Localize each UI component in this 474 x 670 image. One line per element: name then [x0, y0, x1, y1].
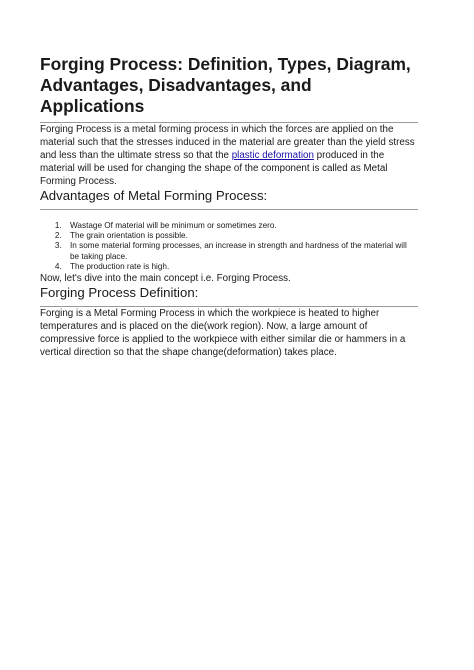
list-item: 4. The production rate is high. — [64, 262, 418, 272]
document-content — [40, 54, 418, 359]
advantages-list — [40, 221, 418, 272]
list-item: 1. Wastage Of material will be minimum or sometimes zero. — [64, 221, 418, 231]
document-title: Forging Process: Definition, Types, Diagram, Advantages, Disadvantages, and Applications — [40, 54, 411, 116]
advantages-heading: Advantages of Metal Forming Process: — [40, 188, 268, 203]
definition-paragraph: Forging is a Metal Forming Process in which the workpiece is heated to higher temperatures and is placed on the die(work region). Now, a large amount of compressive force is applied to the workpiece with either similar die or hammers in a vertical direction so that the shape change(deformation) takes place. — [40, 308, 406, 359]
list-item: 3. In some material forming processes, an increase in strength and hardness of the material will be taking place. — [64, 241, 418, 261]
definition-heading: Forging Process Definition: — [40, 285, 199, 301]
plastic-deformation-link[interactable]: plastic deformation — [231, 150, 314, 161]
list-item: 2. The grain orientation is possible. — [64, 231, 418, 241]
advantages-divider — [40, 209, 418, 210]
intro-text-before: Forging Process is a metal forming process in which the forces are applied on the material such that the stresses induced in the material are greater than the yield stress and less than the ultimate stress so that the — [40, 124, 415, 161]
intro-paragraph — [40, 123, 418, 188]
intro-text-after: produced in the material will be used for changing the shape of the component is called as Metal Forming Process. — [40, 150, 388, 187]
transition-paragraph: Now, let's dive into the main concept i.e. Forging Process. — [40, 273, 291, 285]
